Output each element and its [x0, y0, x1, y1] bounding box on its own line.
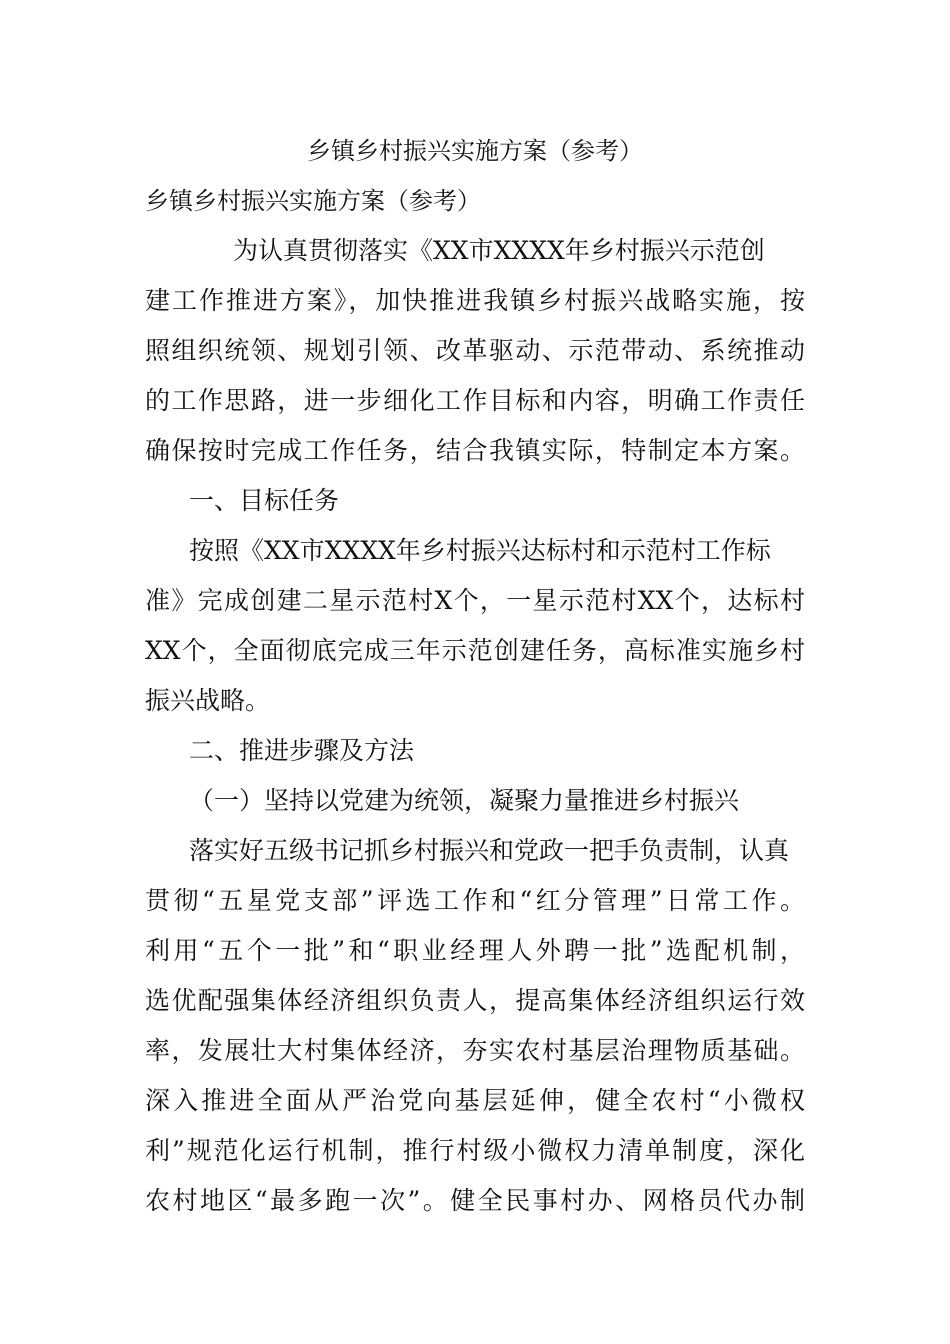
section-heading: 二、推进步骤及方法: [189, 736, 415, 765]
paragraph-line: 农村地区“最多跑一次”。健全民事村办、网格员代办制: [145, 1186, 805, 1215]
document-title: 乡镇乡村振兴实施方案（参考）: [307, 137, 643, 165]
paragraph-line: 选优配强集体经济组织负责人，提高集体经济组织运行效: [145, 986, 805, 1015]
subsection-heading: （一）坚持以党建为统领，凝聚力量推进乡村振兴: [189, 786, 740, 815]
document-subtitle: 乡镇乡村振兴实施方案（参考）: [145, 187, 481, 215]
paragraph-line: 利用“五个一批”和“职业经理人外聘一批”选配机制，: [145, 936, 805, 965]
paragraph-line: 深入推进全面从严治党向基层延伸，健全农村“小微权: [145, 1086, 805, 1115]
paragraph-line: 率，发展壮大村集体经济，夯实农村基层治理物质基础。: [145, 1036, 805, 1065]
paragraph-line: 为认真贯彻落实《XX市XXXX年乡村振兴示范创: [233, 236, 765, 265]
paragraph-line: 确保按时完成工作任务，结合我镇实际，特制定本方案。: [145, 436, 805, 465]
paragraph-line: 建工作推进方案》，加快推进我镇乡村振兴战略实施，按: [145, 286, 805, 315]
paragraph-line: 贯彻“五星党支部”评选工作和“红分管理”日常工作。: [145, 886, 805, 915]
paragraph-line: 准》完成创建二星示范村X个，一星示范村XX个，达标村: [145, 586, 805, 615]
paragraph-line: 落实好五级书记抓乡村振兴和党政一把手负责制，认真: [189, 836, 790, 865]
section-heading: 一、目标任务: [189, 486, 340, 515]
paragraph-line: 的工作思路，进一步细化工作目标和内容，明确工作责任: [145, 386, 805, 415]
paragraph-line: 按照《XX市XXXX年乡村振兴达标村和示范村工作标: [189, 536, 771, 565]
paragraph-line: 照组织统领、规划引领、改革驱动、示范带动、系统推动: [145, 336, 805, 365]
paragraph-line: 振兴战略。: [145, 686, 271, 715]
paragraph-line: XX个，全面彻底完成三年示范创建任务，高标准实施乡村: [145, 636, 805, 665]
paragraph-line: 利”规范化运行机制，推行村级小微权力清单制度，深化: [145, 1136, 805, 1165]
